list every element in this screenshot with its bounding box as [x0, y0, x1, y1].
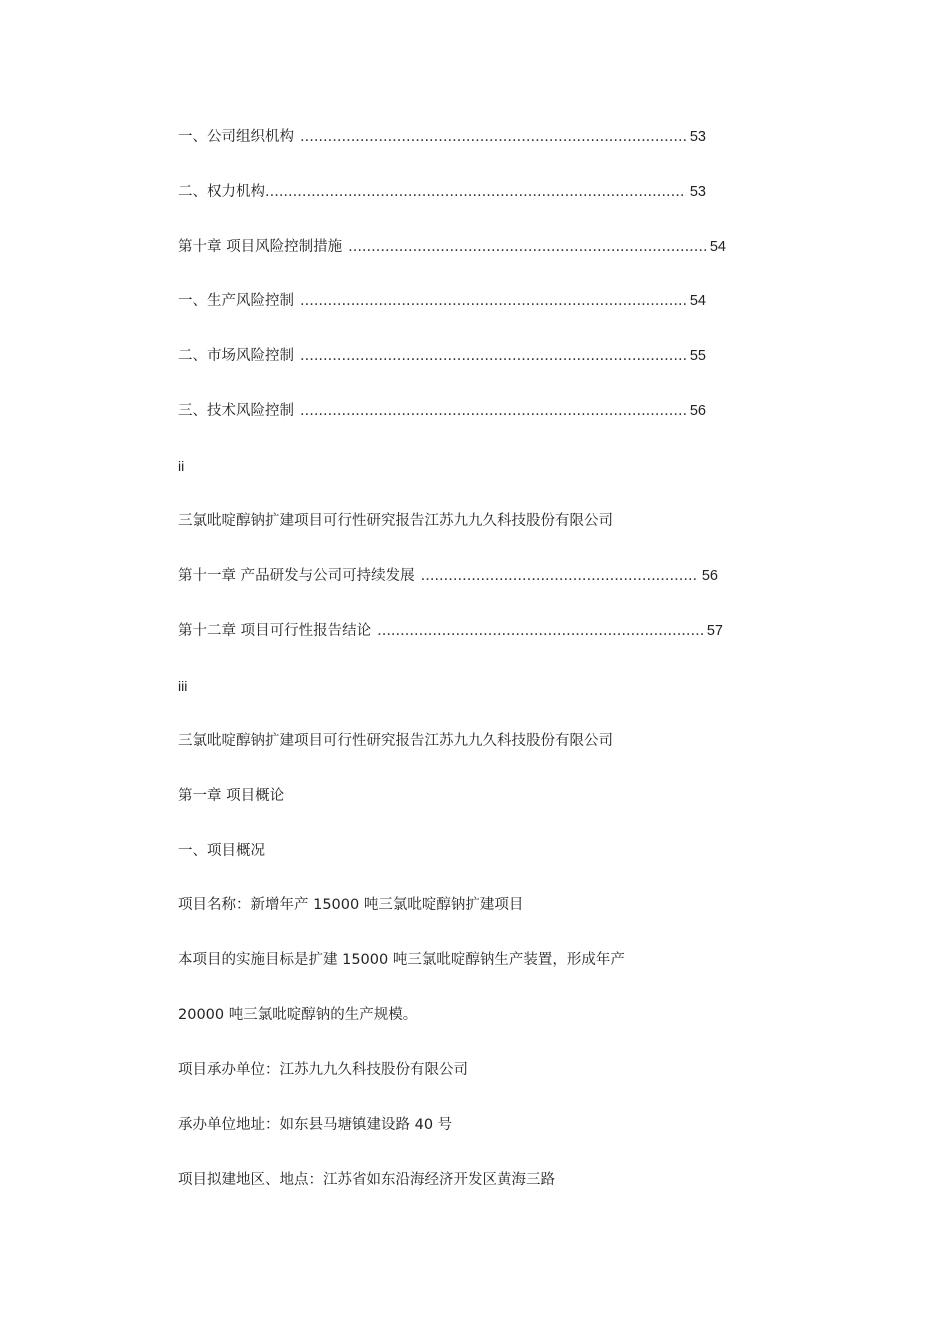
page-number-mark: ii: [178, 458, 185, 474]
toc-entry[interactable]: [178, 181, 706, 203]
toc-entry-page: 57: [706, 623, 723, 639]
toc-entry[interactable]: [178, 126, 706, 148]
project-location: 项目拟建地区、地点：江苏省如东沿海经济开发区黄海三路: [178, 1172, 555, 1188]
project-goal-line-2: 20000 吨三氯吡啶醇钠的生产规模。: [178, 1007, 418, 1023]
toc-entry-page: 54: [709, 239, 726, 255]
toc-entry-title: 第十一章 产品研发与公司可持续发展: [178, 568, 415, 584]
toc-entry-page: 55: [689, 348, 706, 364]
toc-leader: [300, 400, 686, 422]
toc-entry-page: 56: [701, 568, 718, 584]
project-goal-line-1: 本项目的实施目标是扩建 15000 吨三氯吡啶醇钠生产装置，形成年产: [178, 952, 625, 968]
page-number-mark: iii: [178, 678, 188, 694]
toc-leader: [300, 126, 686, 148]
toc-leader: [377, 620, 703, 642]
running-header: 三氯吡啶醇钠扩建项目可行性研究报告江苏九九久科技股份有限公司: [178, 513, 613, 529]
toc-entry-title: 一、公司组织机构: [178, 129, 294, 145]
toc-leader: [300, 345, 686, 367]
toc-entry[interactable]: [178, 290, 706, 312]
toc-entry[interactable]: [178, 620, 723, 642]
running-header: 三氯吡啶醇钠扩建项目可行性研究报告江苏九九久科技股份有限公司: [178, 733, 613, 749]
toc-entry-page: 53: [689, 129, 706, 145]
toc-entry[interactable]: [178, 400, 706, 422]
chapter-title: 第一章 项目概论: [178, 788, 285, 804]
toc-leader: [300, 290, 686, 312]
toc-leader: [421, 565, 698, 587]
toc-entry-page: 56: [689, 403, 706, 419]
toc-entry[interactable]: [178, 236, 726, 258]
section-title: 一、项目概况: [178, 843, 265, 859]
toc-entry-title: 第十二章 项目可行性报告结论: [178, 623, 372, 639]
undertaker-address: 承办单位地址：如东县马塘镇建设路 40 号: [178, 1117, 453, 1133]
project-undertaker: 项目承办单位：江苏九九久科技股份有限公司: [178, 1062, 468, 1078]
toc-entry-title: 二、市场风险控制: [178, 348, 294, 364]
toc-entry-page: 53: [689, 184, 706, 200]
toc-entry[interactable]: [178, 345, 706, 367]
toc-entry-page: 54: [689, 293, 706, 309]
toc-entry-title: 二、权力机构: [178, 184, 265, 200]
toc-entry-title: 三、技术风险控制: [178, 403, 294, 419]
toc-entry[interactable]: [178, 565, 718, 587]
toc-leader: [348, 236, 706, 258]
toc-entry-title: 一、生产风险控制: [178, 293, 294, 309]
toc-entry-title: 第十章 项目风险控制措施: [178, 239, 343, 255]
project-name: 项目名称：新增年产 15000 吨三氯吡啶醇钠扩建项目: [178, 897, 524, 913]
toc-leader: [265, 181, 686, 203]
